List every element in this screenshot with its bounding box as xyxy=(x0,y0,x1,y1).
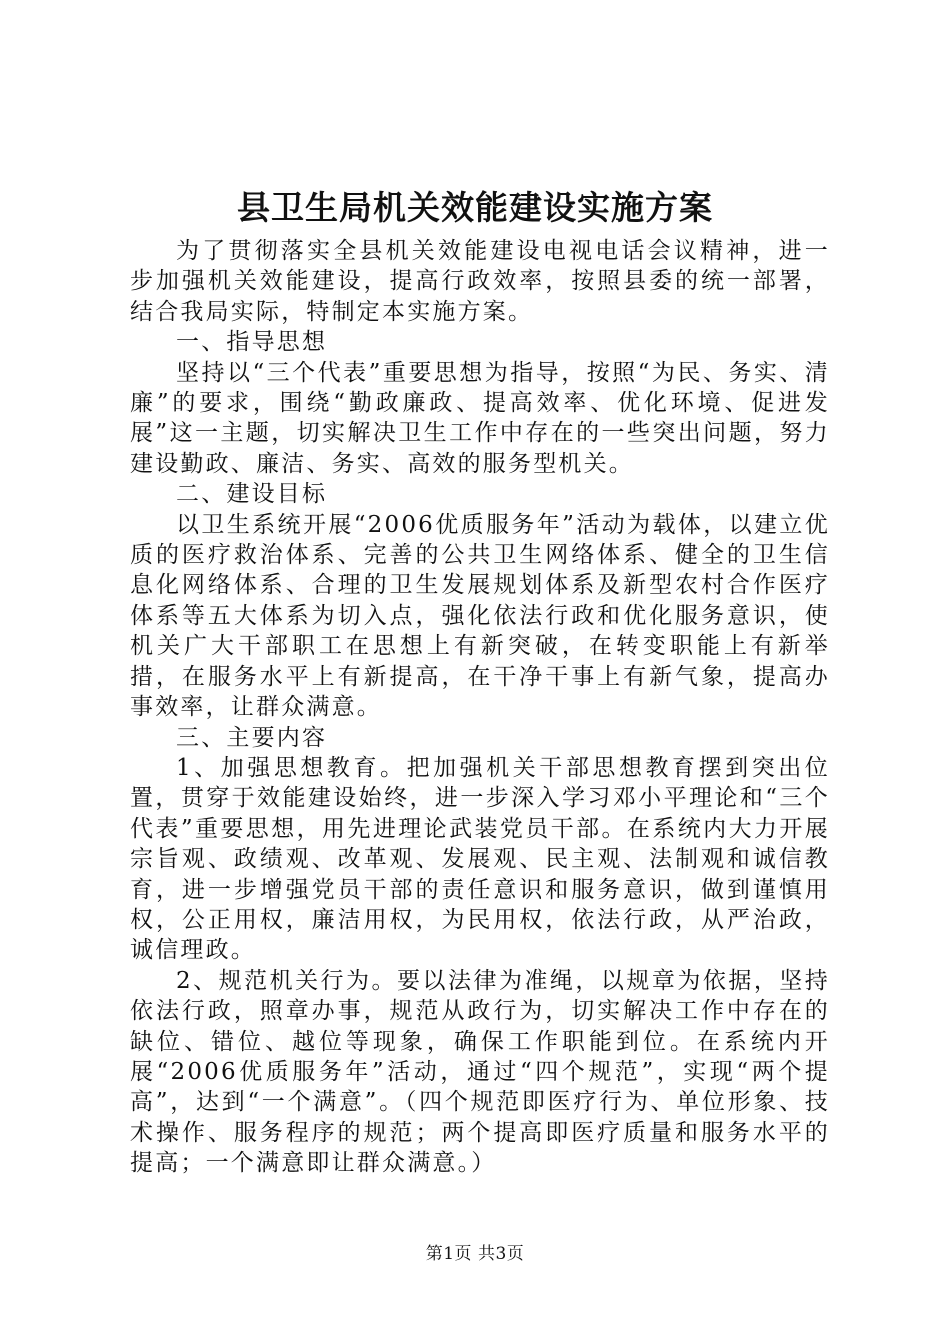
content-item-2-paragraph: 2、规范机关行为。要以法律为准绳，以规章为依据，坚持依法行政，照章办事，规范从政行为，切实解决工作中存在的缺位、错位、越位等现象，确保工作职能到位。在系统内开展“2006优质服务年”活动，通过“四个规范”，实现“两个提高”，达到“一个满意”。（四个规范即医疗行为、单位形象、技术操作、服务程序的规范；两个提高即医疗质量和服务水平的提高；一个满意即让群众满意。） xyxy=(130,967,830,1177)
document-title: 县卫生局机关效能建设实施方案 xyxy=(237,188,713,227)
guiding-thought-paragraph: 坚持以“三个代表”重要思想为指导，按照“为民、务实、清廉”的要求，围绕“勤政廉政、提高效率、优化环境、促进发展”这一主题，切实解决卫生工作中存在的一些突出问题，努力建设勤政、廉洁、务实、高效的服务型机关。 xyxy=(130,359,830,477)
page-footer: 第1页 共3页 xyxy=(425,1244,525,1264)
intro-paragraph: 为了贯彻落实全县机关效能建设电视电话会议精神，进一步加强机关效能建设，提高行政效率，按照县委的统一部署，结合我局实际，特制定本实施方案。 xyxy=(130,238,830,325)
section-heading-main-content: 三、主要内容 xyxy=(176,724,328,751)
goals-paragraph: 以卫生系统开展“2006优质服务年”活动为载体，以建立优质的医疗救治体系、完善的公共卫生网络体系、健全的卫生信息化网络体系、合理的卫生发展规划体系及新型农村合作医疗体系等五大体系为切入点，强化依法行政和优化服务意识，使机关广大干部职工在思想上有新突破，在转变职能上有新举措，在服务水平上有新提高，在干净干事上有新气象，提高办事效率，让群众满意。 xyxy=(130,511,830,721)
content-item-1-paragraph: 1、加强思想教育。把加强机关干部思想教育摆到突出位置，贯穿于效能建设始终，进一步深入学习邓小平理论和“三个代表”重要思想，用先进理论武装党员干部。在系统内大力开展宗旨观、政绩观、改革观、发展观、民主观、法制观和诚信教育，进一步增强党员干部的责任意识和服务意识，做到谨慎用权，公正用权，廉洁用权，为民用权，依法行政，从严治政，诚信理政。 xyxy=(130,754,830,964)
section-heading-goals: 二、建设目标 xyxy=(176,481,328,508)
document-body xyxy=(130,236,830,1179)
section-heading-guiding-thought: 一、指导思想 xyxy=(176,329,328,356)
